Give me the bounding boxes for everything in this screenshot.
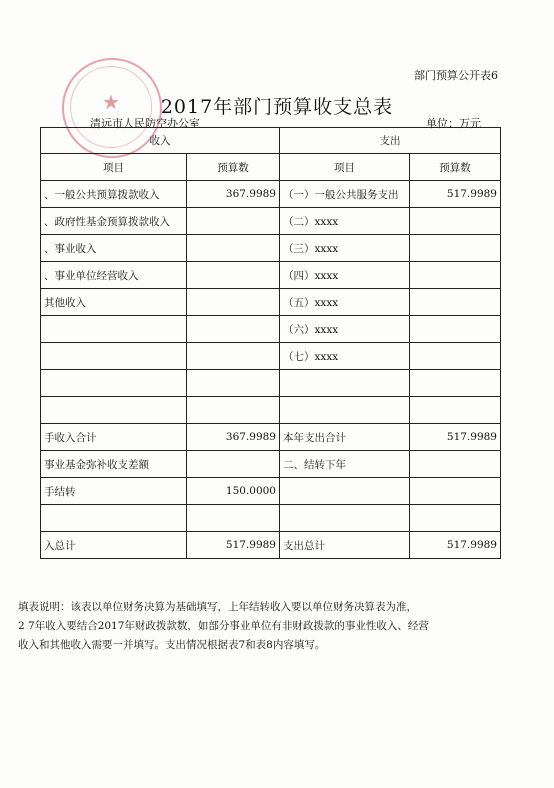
- expense-value-cell: [410, 289, 501, 316]
- table-row: [41, 262, 501, 289]
- expense-value-cell: [410, 397, 501, 424]
- note-line: 2 7年收入要结合2017年财政拨款数，如部分事业单位有非财政拨款的事业性收入、经营: [18, 620, 429, 632]
- income-header: 收入: [41, 128, 280, 154]
- expense-item-cell: （四）xxxx: [280, 262, 410, 289]
- expense-item-cell: （七）xxxx: [280, 343, 410, 370]
- expense-item-cell: [280, 478, 410, 505]
- income-item-cell: [41, 397, 187, 424]
- col-expense-item: 项目: [280, 154, 410, 181]
- income-value-cell: 150.0000: [187, 478, 280, 505]
- unit-label: 单位：万元: [426, 117, 481, 130]
- expense-value-cell: [410, 235, 501, 262]
- income-value-cell: [187, 208, 280, 235]
- table-row: [41, 505, 501, 532]
- expense-value-cell: 517.9989: [410, 181, 501, 208]
- income-item-cell: 事业基金弥补收支差额: [41, 451, 187, 478]
- income-item-cell: 手结转: [41, 478, 187, 505]
- income-item-cell: 入总计: [41, 532, 187, 559]
- income-item-cell: [41, 343, 187, 370]
- seal-star-icon: ★: [102, 90, 120, 114]
- notes: [18, 598, 538, 655]
- expense-value-cell: [410, 262, 501, 289]
- table-row: [41, 181, 501, 208]
- income-item-cell: 、政府性基金预算拨款收入: [41, 208, 187, 235]
- col-expense-budget: 预算数: [410, 154, 501, 181]
- income-value-cell: [187, 289, 280, 316]
- expense-header: 支出: [280, 128, 501, 154]
- income-value-cell: [187, 505, 280, 532]
- organization-name: 清远市人民防空办公室: [90, 117, 200, 130]
- income-value-cell: [187, 262, 280, 289]
- expense-item-cell: 本年支出合计: [280, 424, 410, 451]
- table-row: [41, 424, 501, 451]
- expense-value-cell: [410, 370, 501, 397]
- expense-value-cell: 517.9989: [410, 424, 501, 451]
- expense-item-cell: [280, 397, 410, 424]
- page-title: 2017年部门预算收支总表: [160, 96, 394, 118]
- col-income-item: 项目: [41, 154, 187, 181]
- income-item-cell: 手收入合计: [41, 424, 187, 451]
- income-item-cell: [41, 316, 187, 343]
- table-row: [41, 478, 501, 505]
- table-row: [41, 532, 501, 559]
- expense-item-cell: 二、结转下年: [280, 451, 410, 478]
- expense-item-cell: （二）xxxx: [280, 208, 410, 235]
- income-value-cell: [187, 451, 280, 478]
- col-income-budget: 预算数: [187, 154, 280, 181]
- table-row: [41, 397, 501, 424]
- table-body: [41, 181, 501, 559]
- income-item-cell: 、事业单位经营收入: [41, 262, 187, 289]
- table-header-row: [41, 128, 501, 154]
- income-value-cell: 367.9989: [187, 181, 280, 208]
- expense-value-cell: [410, 451, 501, 478]
- income-value-cell: [187, 370, 280, 397]
- income-item-cell: [41, 505, 187, 532]
- expense-item-cell: [280, 370, 410, 397]
- expense-item-cell: （六）xxxx: [280, 316, 410, 343]
- expense-item-cell: （一）一般公共服务支出: [280, 181, 410, 208]
- expense-value-cell: [410, 208, 501, 235]
- income-item-cell: 、一般公共预算拨款收入: [41, 181, 187, 208]
- budget-table: [40, 127, 501, 559]
- expense-value-cell: [410, 478, 501, 505]
- table-row: [41, 316, 501, 343]
- expense-value-cell: [410, 343, 501, 370]
- expense-item-cell: 支出总计: [280, 532, 410, 559]
- income-value-cell: 517.9989: [187, 532, 280, 559]
- table-row: [41, 235, 501, 262]
- table-row: [41, 208, 501, 235]
- expense-value-cell: [410, 316, 501, 343]
- expense-item-cell: （五）xxxx: [280, 289, 410, 316]
- table-row: [41, 451, 501, 478]
- table-row: [41, 289, 501, 316]
- expense-item-cell: [280, 505, 410, 532]
- income-value-cell: 367.9989: [187, 424, 280, 451]
- note-line: 收入和其他收入需要一并填写。支出情况根据表7和表8内容填写。: [18, 639, 326, 651]
- table-row: [41, 370, 501, 397]
- expense-value-cell: [410, 505, 501, 532]
- note-line: 填表说明：该表以单位财务决算为基础填写，上年结转收入要以单位财务决算表为准，: [18, 601, 417, 613]
- table-row: [41, 343, 501, 370]
- form-number: 部门预算公开表6: [414, 69, 498, 82]
- income-value-cell: [187, 316, 280, 343]
- table-subheader-row: [41, 154, 501, 181]
- income-value-cell: [187, 343, 280, 370]
- expense-value-cell: 517.9989: [410, 532, 501, 559]
- income-value-cell: [187, 397, 280, 424]
- income-value-cell: [187, 235, 280, 262]
- income-item-cell: 其他收入: [41, 289, 187, 316]
- income-item-cell: 、事业收入: [41, 235, 187, 262]
- expense-item-cell: （三）xxxx: [280, 235, 410, 262]
- income-item-cell: [41, 370, 187, 397]
